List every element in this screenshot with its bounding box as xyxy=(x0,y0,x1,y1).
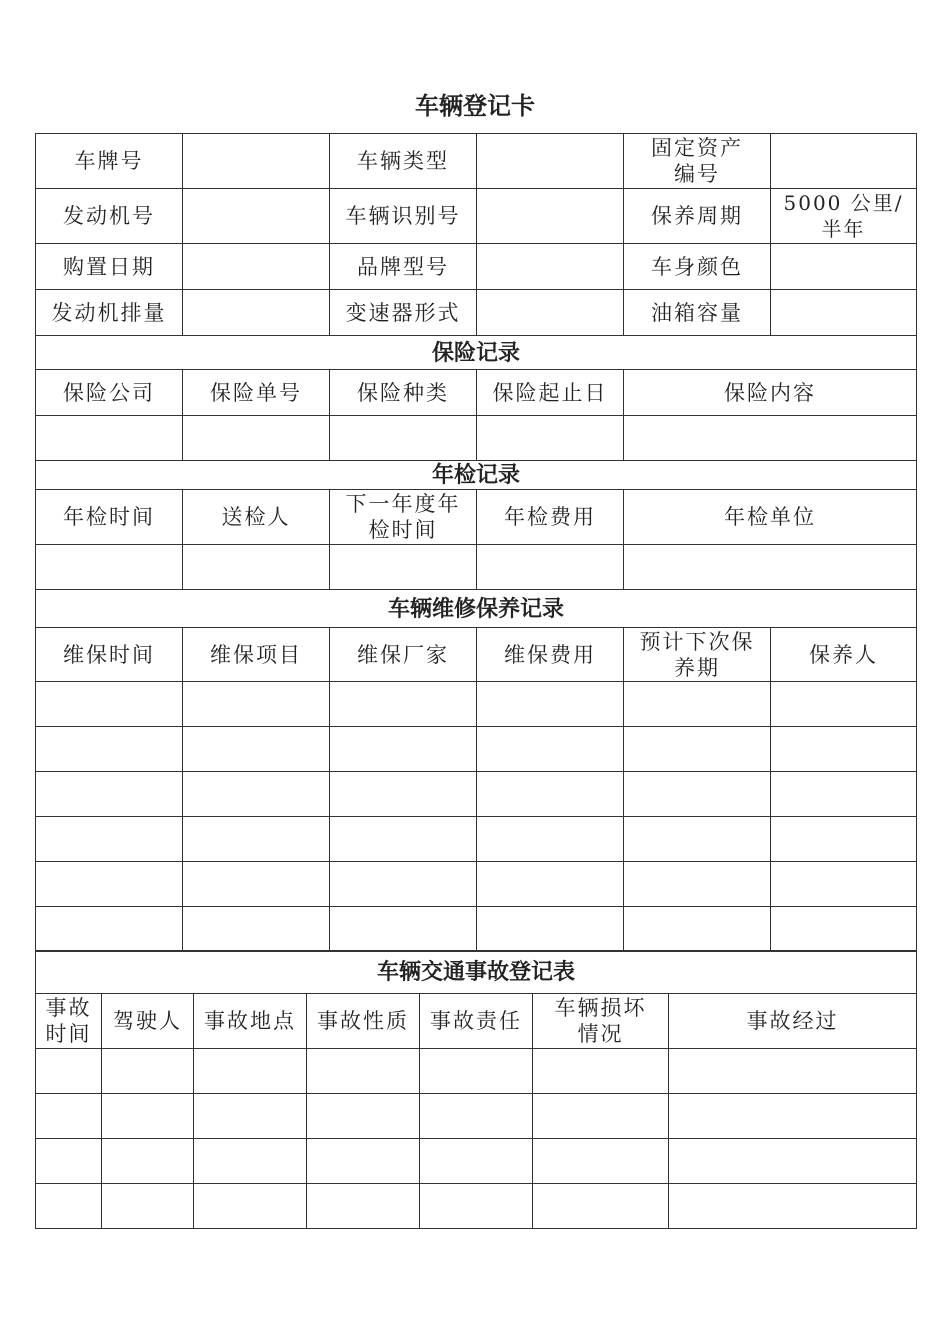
insurance-cell[interactable] xyxy=(183,416,330,461)
header-next-service: 预计下次保 养期 xyxy=(624,628,771,682)
maintenance-cell[interactable] xyxy=(624,727,771,772)
asset-number-field[interactable] xyxy=(771,134,917,189)
table-row xyxy=(36,772,917,817)
maintenance-cell[interactable] xyxy=(36,682,183,727)
header-accident-liability: 事故责任 xyxy=(420,994,533,1049)
page-title: 车辆登记卡 xyxy=(415,91,535,120)
table-row xyxy=(36,416,917,461)
table-row xyxy=(36,817,917,862)
maintenance-cell[interactable] xyxy=(36,772,183,817)
section-row xyxy=(36,336,917,370)
header-maintenance-time: 维保时间 xyxy=(36,628,183,682)
header-row xyxy=(36,994,917,1049)
accident-cell[interactable] xyxy=(194,1184,307,1229)
accident-cell[interactable] xyxy=(194,1049,307,1094)
maintenance-cell[interactable] xyxy=(624,772,771,817)
header-next-inspection: 下一年度年 检时间 xyxy=(330,490,477,545)
maintenance-cell[interactable] xyxy=(183,862,330,907)
maintenance-cell[interactable] xyxy=(330,862,477,907)
maintenance-cell[interactable] xyxy=(624,817,771,862)
label-brand-model: 品牌型号 xyxy=(330,244,477,290)
accident-cell[interactable] xyxy=(669,1184,917,1229)
maintenance-cell[interactable] xyxy=(36,817,183,862)
maintenance-cell[interactable] xyxy=(477,817,624,862)
maintenance-cell[interactable] xyxy=(771,907,917,952)
accident-cell[interactable] xyxy=(194,1139,307,1184)
header-insurance-type: 保险种类 xyxy=(330,370,477,416)
accident-cell[interactable] xyxy=(102,1094,194,1139)
table-row xyxy=(36,1049,917,1094)
table-row xyxy=(36,907,917,952)
table-row xyxy=(36,1139,917,1184)
section-insurance: 保险记录 xyxy=(36,336,917,370)
table-row xyxy=(36,545,917,590)
header-inspection-fee: 年检费用 xyxy=(477,490,624,545)
inspection-cell[interactable] xyxy=(330,545,477,590)
insurance-cell[interactable] xyxy=(330,416,477,461)
header-maintainer: 保养人 xyxy=(771,628,917,682)
maintenance-cell[interactable] xyxy=(477,727,624,772)
header-maintenance-vendor: 维保厂家 xyxy=(330,628,477,682)
plate-number-field[interactable] xyxy=(183,134,330,189)
section-maintenance: 车辆维修保养记录 xyxy=(36,590,917,628)
header-inspection-time: 年检时间 xyxy=(36,490,183,545)
vehicle-type-field[interactable] xyxy=(477,134,624,189)
table-row xyxy=(36,1094,917,1139)
table-row xyxy=(36,244,917,290)
header-maintenance-item: 维保项目 xyxy=(183,628,330,682)
header-row xyxy=(36,370,917,416)
label-asset-number: 固定资产 编号 xyxy=(624,134,771,189)
label-body-color: 车身颜色 xyxy=(624,244,771,290)
header-accident-nature: 事故性质 xyxy=(307,994,420,1049)
header-accident-location: 事故地点 xyxy=(194,994,307,1049)
label-engine-number: 发动机号 xyxy=(36,189,183,244)
accident-cell[interactable] xyxy=(420,1049,533,1094)
maintenance-cell[interactable] xyxy=(771,862,917,907)
maintenance-cell[interactable] xyxy=(771,682,917,727)
table-row xyxy=(36,189,917,244)
table-row xyxy=(36,727,917,772)
maintenance-cell[interactable] xyxy=(183,817,330,862)
maintenance-cell[interactable] xyxy=(771,772,917,817)
displacement-field[interactable] xyxy=(183,290,330,336)
header-insurer: 保险公司 xyxy=(36,370,183,416)
accident-cell[interactable] xyxy=(533,1049,669,1094)
inspection-cell[interactable] xyxy=(183,545,330,590)
maintenance-cell[interactable] xyxy=(624,682,771,727)
header-vehicle-damage: 车辆损坏 情况 xyxy=(533,994,669,1049)
label-service-cycle: 保养周期 xyxy=(624,189,771,244)
accident-cell[interactable] xyxy=(307,1184,420,1229)
accident-cell[interactable] xyxy=(307,1049,420,1094)
service-cycle-value: 5000 公里/ 半年 xyxy=(771,189,917,244)
header-inspector: 送检人 xyxy=(183,490,330,545)
accident-cell[interactable] xyxy=(36,1184,102,1229)
transmission-field[interactable] xyxy=(477,290,624,336)
accident-cell[interactable] xyxy=(669,1049,917,1094)
accident-cell[interactable] xyxy=(533,1139,669,1184)
purchase-date-field[interactable] xyxy=(183,244,330,290)
header-insurance-period: 保险起止日 xyxy=(477,370,624,416)
section-row xyxy=(36,951,917,994)
section-row xyxy=(36,461,917,490)
section-inspection: 年检记录 xyxy=(36,461,917,490)
accident-cell[interactable] xyxy=(420,1094,533,1139)
label-plate-number: 车牌号 xyxy=(36,134,183,189)
insurance-cell[interactable] xyxy=(36,416,183,461)
accident-cell[interactable] xyxy=(533,1184,669,1229)
maintenance-cell[interactable] xyxy=(183,907,330,952)
accident-cell[interactable] xyxy=(669,1139,917,1184)
header-inspection-unit: 年检单位 xyxy=(624,490,917,545)
table-row xyxy=(36,134,917,189)
maintenance-cell[interactable] xyxy=(624,907,771,952)
maintenance-cell[interactable] xyxy=(36,862,183,907)
table-row xyxy=(36,862,917,907)
label-vin: 车辆识别号 xyxy=(330,189,477,244)
accident-cell[interactable] xyxy=(533,1094,669,1139)
vin-field[interactable] xyxy=(477,189,624,244)
accident-cell[interactable] xyxy=(307,1139,420,1184)
body-color-field[interactable] xyxy=(771,244,917,290)
accident-cell[interactable] xyxy=(307,1094,420,1139)
maintenance-cell[interactable] xyxy=(477,682,624,727)
engine-number-field[interactable] xyxy=(183,189,330,244)
header-row xyxy=(36,490,917,545)
vehicle-registration-table xyxy=(35,133,917,952)
header-driver: 驾驶人 xyxy=(102,994,194,1049)
header-row xyxy=(36,628,917,682)
accident-cell[interactable] xyxy=(669,1094,917,1139)
label-fuel-tank: 油箱容量 xyxy=(624,290,771,336)
header-maintenance-fee: 维保费用 xyxy=(477,628,624,682)
accident-cell[interactable] xyxy=(36,1049,102,1094)
insurance-cell[interactable] xyxy=(624,416,917,461)
maintenance-cell[interactable] xyxy=(771,817,917,862)
maintenance-cell[interactable] xyxy=(477,772,624,817)
brand-model-field[interactable] xyxy=(477,244,624,290)
maintenance-cell[interactable] xyxy=(36,907,183,952)
maintenance-cell[interactable] xyxy=(477,862,624,907)
inspection-cell[interactable] xyxy=(36,545,183,590)
section-accident: 车辆交通事故登记表 xyxy=(36,951,917,994)
header-accident-details: 事故经过 xyxy=(669,994,917,1049)
accident-cell[interactable] xyxy=(102,1139,194,1184)
section-row xyxy=(36,590,917,628)
inspection-cell[interactable] xyxy=(624,545,917,590)
maintenance-cell[interactable] xyxy=(330,907,477,952)
label-transmission: 变速器形式 xyxy=(330,290,477,336)
maintenance-cell[interactable] xyxy=(330,682,477,727)
maintenance-cell[interactable] xyxy=(624,862,771,907)
maintenance-cell[interactable] xyxy=(477,907,624,952)
maintenance-cell[interactable] xyxy=(183,682,330,727)
accident-cell[interactable] xyxy=(102,1049,194,1094)
accident-cell[interactable] xyxy=(420,1184,533,1229)
accident-cell[interactable] xyxy=(420,1139,533,1184)
table-row xyxy=(36,682,917,727)
accident-cell[interactable] xyxy=(194,1094,307,1139)
accident-cell[interactable] xyxy=(36,1139,102,1184)
accident-cell[interactable] xyxy=(102,1184,194,1229)
accident-table xyxy=(35,950,917,1229)
label-vehicle-type: 车辆类型 xyxy=(330,134,477,189)
maintenance-cell[interactable] xyxy=(36,727,183,772)
inspection-cell[interactable] xyxy=(477,545,624,590)
header-policy-number: 保险单号 xyxy=(183,370,330,416)
maintenance-cell[interactable] xyxy=(330,817,477,862)
maintenance-cell[interactable] xyxy=(330,772,477,817)
maintenance-cell[interactable] xyxy=(330,727,477,772)
accident-cell[interactable] xyxy=(36,1094,102,1139)
fuel-tank-field[interactable] xyxy=(771,290,917,336)
maintenance-cell[interactable] xyxy=(183,772,330,817)
maintenance-cell[interactable] xyxy=(183,727,330,772)
label-displacement: 发动机排量 xyxy=(36,290,183,336)
header-insurance-content: 保险内容 xyxy=(624,370,917,416)
insurance-cell[interactable] xyxy=(477,416,624,461)
header-accident-time: 事故 时间 xyxy=(36,994,102,1049)
maintenance-cell[interactable] xyxy=(771,727,917,772)
table-row xyxy=(36,1184,917,1229)
table-row xyxy=(36,290,917,336)
label-purchase-date: 购置日期 xyxy=(36,244,183,290)
